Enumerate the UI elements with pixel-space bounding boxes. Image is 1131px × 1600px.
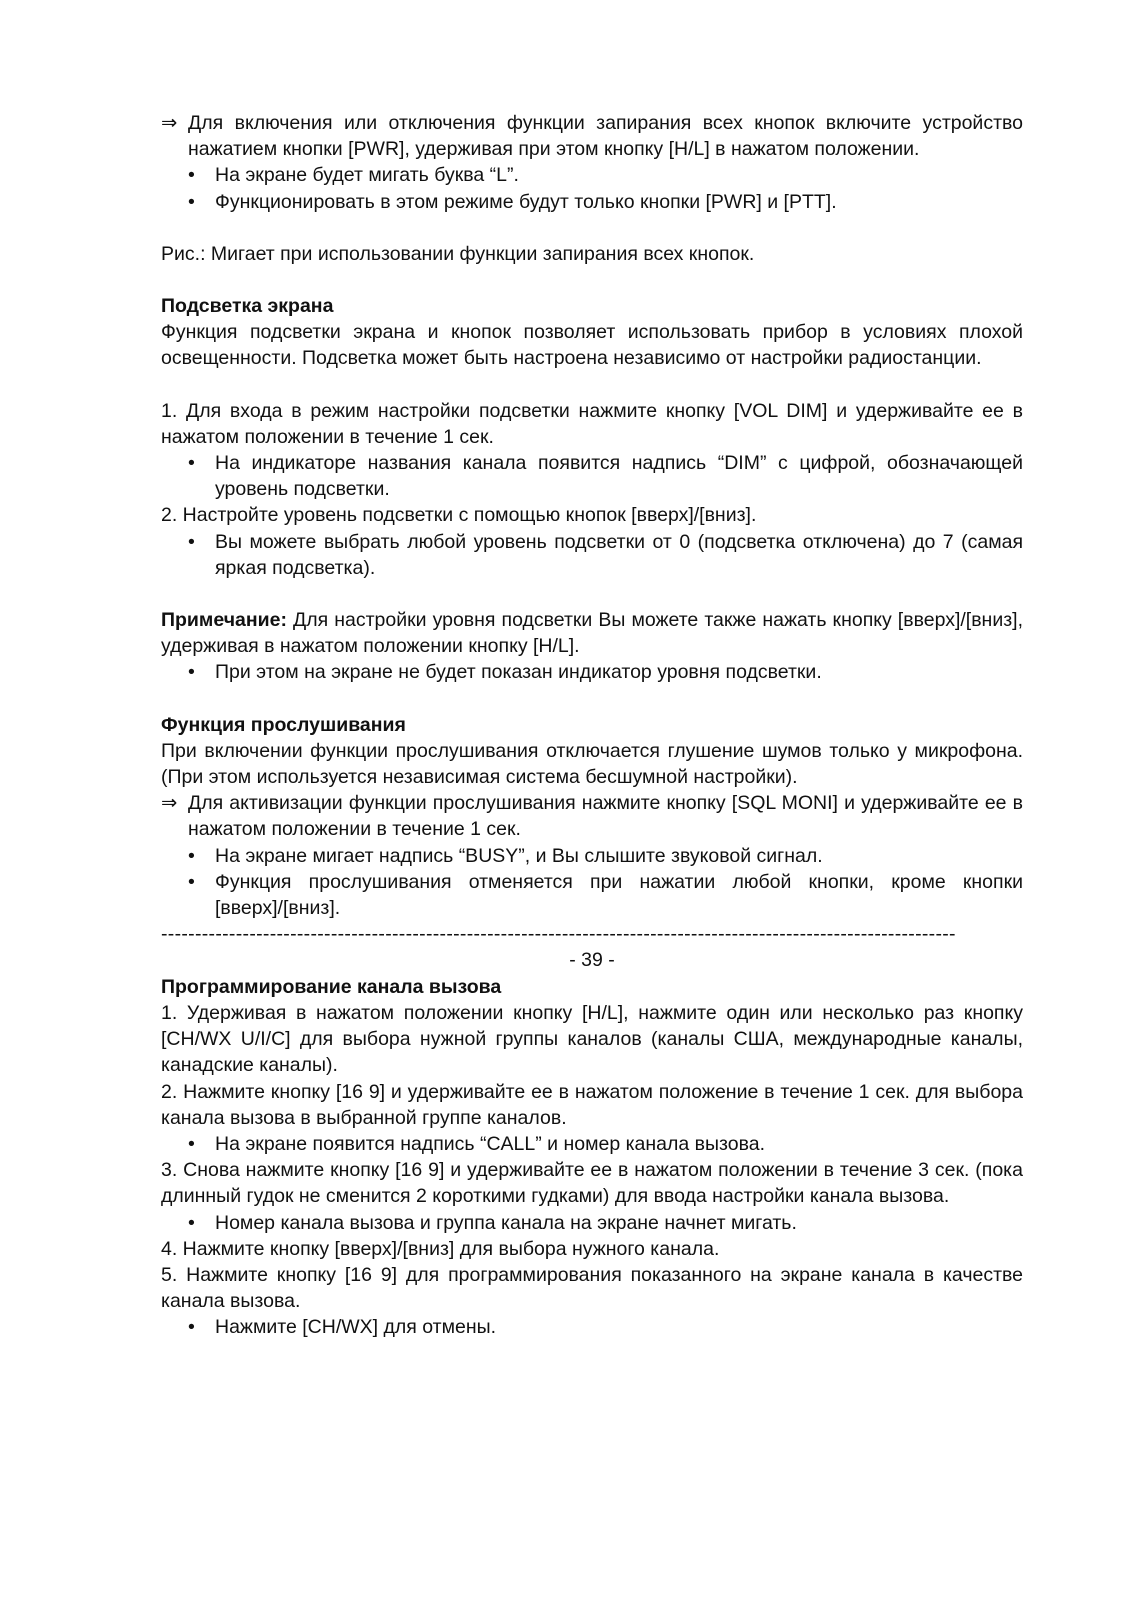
list-item-text: Нажмите [CH/WX] для отмены.	[215, 1316, 497, 1339]
lock-instruction-text: Для включения или отключения функции запирания всех кнопок включите устройство нажатием кнопки [PWR], удерживая при этом кнопку [H/L] в нажатом положении.	[188, 112, 1023, 161]
bullet-icon: •	[188, 452, 195, 475]
list-item-text: Номер канала вызова и группа канала на экране начнет мигать.	[215, 1211, 797, 1234]
bullet-icon: •	[188, 1132, 195, 1155]
step-1: 1. Удерживая в нажатом положении кнопку [H/L], нажмите один или несколько раз кнопку [CH/WX U/I/C] для выбора нужной группы каналов (каналы США, международные каналы, канадские каналы).	[161, 1001, 1023, 1077]
list-item	[161, 1131, 1023, 1157]
bullet-icon: •	[188, 164, 195, 187]
step-1: 1. Для входа в режим настройки подсветки нажмите кнопку [VOL DIM] и удерживайте ее в нажатом положении в течение 1 сек.	[161, 399, 1023, 448]
list-item-text: На экране появится надпись “CALL” и номер канала вызова.	[215, 1132, 765, 1155]
list-item	[161, 189, 1023, 215]
list-item-text: Вы можете выбрать любой уровень подсветки от 0 (подсветка отключена) до 7 (самая яркая подсветка).	[215, 530, 1023, 579]
list-item	[161, 1314, 1023, 1340]
list-item-text: На индикаторе названия канала появится надпись “DIM” с цифрой, обозначающей уровень подсветки.	[215, 452, 1023, 501]
list-item-text: Функция прослушивания отменяется при нажатии любой кнопки, кроме кнопки [вверх]/[вниз].	[215, 870, 1023, 920]
bullet-icon: •	[188, 1316, 195, 1339]
bullet-icon: •	[188, 1211, 195, 1234]
section-heading: Подсветка экрана	[161, 295, 334, 318]
list-item-text: На экране мигает надпись “BUSY”, и Вы слышите звуковой сигнал.	[215, 844, 823, 867]
step-3: 3. Снова нажмите кнопку [16 9] и удерживайте ее в нажатом положении в течение 3 сек. (пока длинный гудок не сменится 2 короткими гудками) для ввода настройки канала вызова.	[161, 1159, 1023, 1208]
paragraph: При включении функции прослушивания отключается глушение шумов только у микрофона. (При этом используется независимая система бесшумной настройки).	[161, 739, 1023, 789]
step-4: 4. Нажмите кнопку [вверх]/[вниз] для выбора нужного канала.	[161, 1237, 720, 1260]
monitor-instruction-text: Для активизации функции прослушивания нажмите кнопку [SQL MONI] и удерживайте ее в нажатом положении в течение 1 сек.	[188, 792, 1023, 841]
lock-instruction	[161, 110, 1023, 162]
note-label: Примечание:	[161, 609, 287, 632]
list-item-text: При этом на экране не будет показан индикатор уровня подсветки.	[215, 661, 822, 684]
list-item-text: На экране будет мигать буква “L”.	[215, 164, 519, 187]
list-item-text: Функционировать в этом режиме будут только кнопки [PWR] и [PTT].	[215, 190, 837, 213]
note	[161, 607, 1023, 659]
bullet-icon: •	[188, 844, 195, 867]
step-2: 2. Нажмите кнопку [16 9] и удерживайте ее в нажатом положение в течение 1 сек. для выбора канала вызова в выбранной группе каналов.	[161, 1080, 1023, 1129]
section-heading: Программирование канала вызова	[161, 975, 502, 998]
bullet-icon: •	[188, 530, 195, 553]
bullet-icon: •	[188, 870, 195, 893]
list-item	[161, 450, 1023, 502]
note-text: Для настройки уровня подсветки Вы можете также нажать кнопку [вверх]/[вниз], удерживая в нажатом положении кнопку [H/L].	[161, 609, 1023, 658]
arrow-icon: ⇒	[161, 792, 178, 815]
arrow-icon: ⇒	[161, 112, 178, 134]
step-5: 5. Нажмите кнопку [16 9] для программирования показанного на экране канала в качестве канала вызова.	[161, 1263, 1023, 1313]
section-heading: Функция прослушивания	[161, 713, 406, 736]
list-item	[161, 869, 1023, 921]
figure-caption: Рис.: Мигает при использовании функции запирания всех кнопок.	[161, 242, 755, 265]
step-2: 2. Настройте уровень подсветки с помощью кнопок [вверх]/[вниз].	[161, 504, 757, 527]
page-number: - 39 -	[569, 949, 615, 972]
bullet-icon: •	[188, 190, 195, 213]
list-item	[161, 529, 1023, 581]
document-page	[161, 110, 1023, 1341]
paragraph: Функция подсветки экрана и кнопок позволяет использовать прибор в условиях плохой освещенности. Подсветка может быть настроена независимо от настройки радиостанции.	[161, 321, 1023, 370]
monitor-instruction	[161, 790, 1023, 842]
bullet-icon: •	[188, 661, 195, 684]
list-item	[161, 1210, 1023, 1236]
list-item	[161, 843, 1023, 869]
list-item	[161, 162, 1023, 188]
page-break-rule: ---------------------------------------------------------------------------------------------------------------------	[161, 923, 956, 946]
list-item	[161, 659, 1023, 685]
